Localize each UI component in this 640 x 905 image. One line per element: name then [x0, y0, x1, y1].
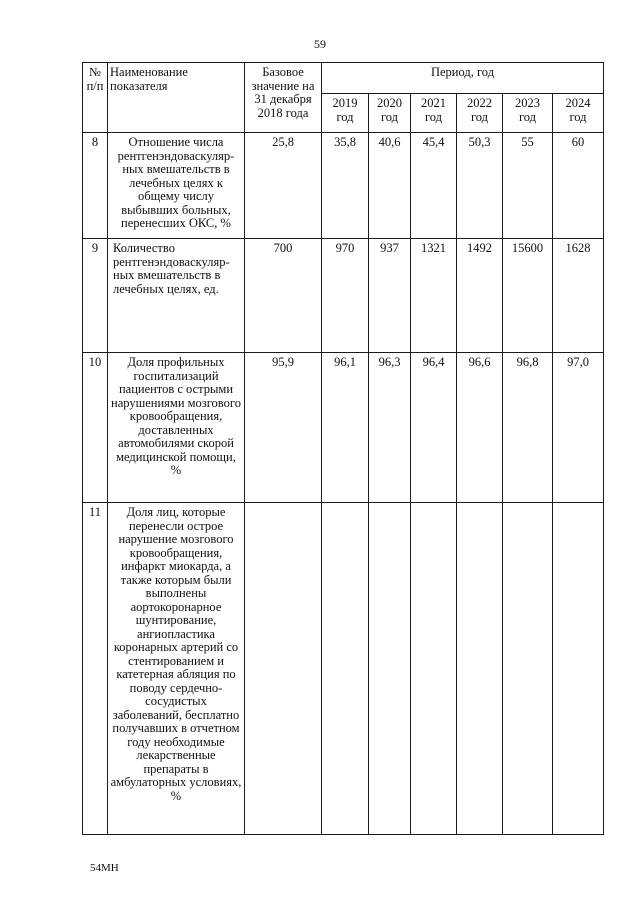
year-value: 1628 — [553, 239, 604, 353]
base-value: 95,9 — [245, 353, 322, 503]
year-value: 96,8 — [503, 353, 553, 503]
year-value: 55 — [503, 133, 553, 239]
year-value: 96,6 — [457, 353, 503, 503]
header-year: 2019 год — [322, 94, 369, 133]
year-value: 96,1 — [322, 353, 369, 503]
table-row — [83, 503, 604, 835]
year-value: 40,6 — [369, 133, 411, 239]
base-value — [245, 503, 322, 835]
document-code: 54МН — [90, 862, 119, 874]
year-value — [411, 503, 457, 835]
header-year: 2024 год — [553, 94, 604, 133]
indicator-name: Доля лиц, которые перенесли острое нарушение мозгового кровообращения, инфаркт миокарда, а также которым были выполнены аортокоронарное шунтирование, ангиопластика коронарных артерий со стентированием и катетерная абляция по поводу сердечно-сосудистых заболеваний, бесплатно получавших в отчетном году необходимые лекарственные препараты в амбулаторных условиях, % — [108, 503, 245, 835]
table-header-row — [83, 63, 604, 94]
header-year: 2020 год — [369, 94, 411, 133]
year-value — [322, 503, 369, 835]
year-value: 970 — [322, 239, 369, 353]
year-value: 45,4 — [411, 133, 457, 239]
year-value: 96,4 — [411, 353, 457, 503]
row-number: 9 — [83, 239, 108, 353]
row-number: 10 — [83, 353, 108, 503]
header-year: 2023 год — [503, 94, 553, 133]
indicators-table — [82, 62, 604, 835]
header-number: № п/п — [83, 63, 108, 133]
table-row — [83, 133, 604, 239]
table-row — [83, 239, 604, 353]
year-value — [369, 503, 411, 835]
header-year: 2022 год — [457, 94, 503, 133]
year-value: 97,0 — [553, 353, 604, 503]
row-number: 11 — [83, 503, 108, 835]
year-value — [503, 503, 553, 835]
year-value — [457, 503, 503, 835]
header-indicator-name: Наименование показателя — [108, 63, 245, 133]
year-value: 937 — [369, 239, 411, 353]
page-number: 59 — [314, 37, 326, 51]
indicator-name: Количество рентгенэндоваскуляр-ных вмешательств в лечебных целях, ед. — [108, 239, 245, 353]
indicator-name: Доля профильных госпитализаций пациентов с острыми нарушениями мозгового кровообращения, доставленных автомобилями скорой медицинской помощи, % — [108, 353, 245, 503]
indicator-name: Отношение числа рентгенэндоваскуляр-ных вмешательств в лечебных целях к общему числу выбывших больных, перенесших ОКС, % — [108, 133, 245, 239]
year-value: 15600 — [503, 239, 553, 353]
row-number: 8 — [83, 133, 108, 239]
header-year: 2021 год — [411, 94, 457, 133]
header-period: Период, год — [322, 63, 604, 94]
base-value: 25,8 — [245, 133, 322, 239]
year-value: 1321 — [411, 239, 457, 353]
year-value: 50,3 — [457, 133, 503, 239]
header-base-value: Базовое значение на 31 декабря 2018 года — [245, 63, 322, 133]
base-value: 700 — [245, 239, 322, 353]
table-row — [83, 353, 604, 503]
year-value — [553, 503, 604, 835]
year-value: 35,8 — [322, 133, 369, 239]
year-value: 96,3 — [369, 353, 411, 503]
year-value: 60 — [553, 133, 604, 239]
year-value: 1492 — [457, 239, 503, 353]
